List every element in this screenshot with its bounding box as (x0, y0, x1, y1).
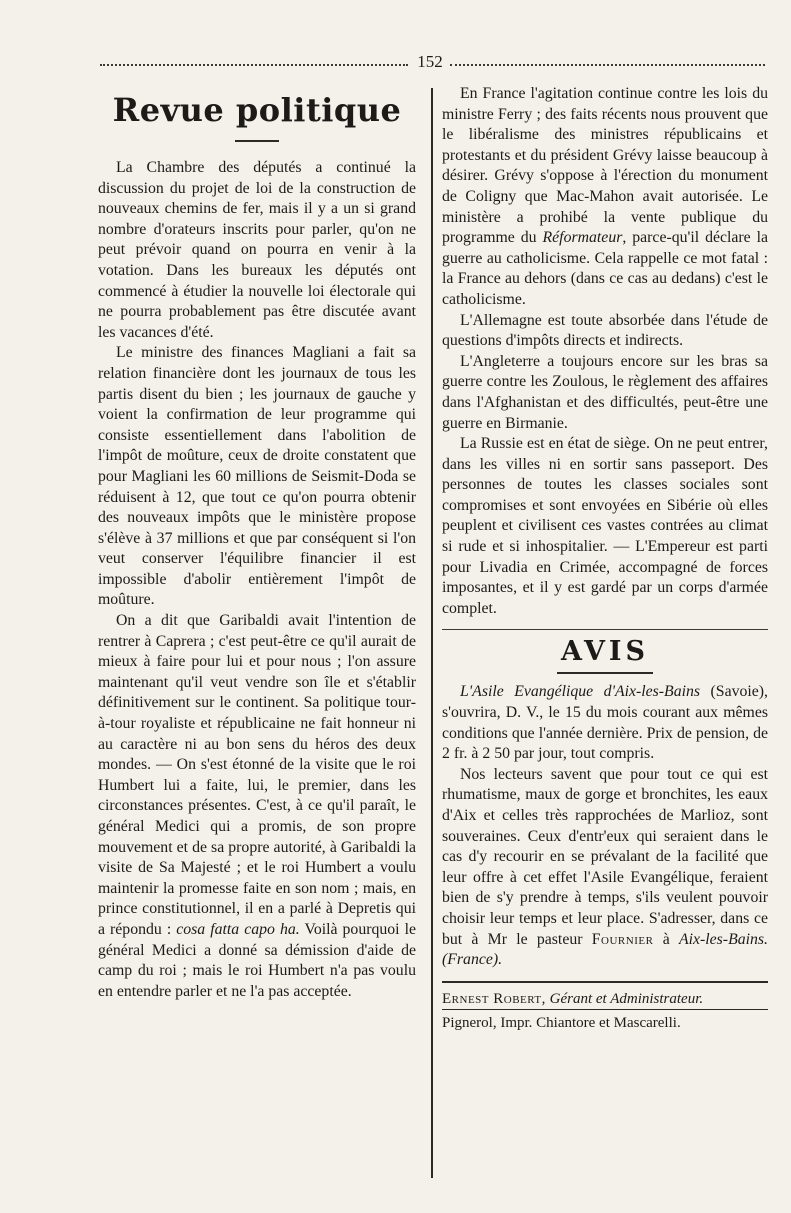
manager-role: Gérant et Administrateur. (549, 990, 704, 1007)
page-header (100, 52, 765, 78)
right-column (442, 84, 768, 1033)
italic-name: L'Asile Evangélique d'Aix-les-Bains (460, 683, 701, 701)
paragraph (442, 765, 768, 971)
column-divider (431, 88, 433, 1178)
header-rule-left (100, 64, 408, 66)
left-column (98, 86, 416, 1002)
paragraph-text: (Savoie), s'ouvrira, D. V., le 15 du mois courant aux mêmes conditions que l'année dernière. Prix de pension, de 2 fr. à 2 50 par jour, tout compris. (442, 683, 768, 763)
paragraph-text: On a dit que Garibaldi avait l'intention de rentrer à Caprera ; c'est peut-être ce qu'il aurait de mieux à faire pour lui et pour nous ; l'on assure maintenant qu'il veut vendre son île et s'établir définitivement sur le continent. Sa politique tour-à-tour royaliste et républicaine ne fait honneur ni au caractère ni au bon sens du héros des deux mondes. — On s'est étonné de la visite que le roi Humbert lui a faite, lui, le premier, dans les circonstances présentes. C'est, à ce qu'il paraît, le général Medici qui a promis, de son propre mouvement et de sa propre autorité, à Garibaldi la visite de Sa Majesté ; et le roi Humbert a voulu maintenir la promesse faite en son nom ; mais, en prince constitutionnel, il en a parlé à Depretis qui a répondu : (98, 612, 416, 938)
avis-heading: AVIS (560, 636, 650, 668)
header-rule-right (450, 64, 765, 66)
title-rule (235, 140, 279, 142)
italic-title: Réformateur (542, 229, 623, 247)
paragraph: L'Allemagne est toute absorbée dans l'étude de questions d'impôts directs et indirects. (442, 311, 768, 350)
paragraph (442, 682, 768, 764)
pastor-name: Fournier (591, 930, 654, 948)
paragraph: La Russie est en état de siège. On ne peut entrer, dans les villes ni en sortir sans passeport. Des personnes de toutes les classes sociales sont compromises et sont envoyées en Sibérie où elles peuplent et civilisent ces vastes contrées au climat si rude et si inhospitalier. — L'Empereur est parti pour Livadia en Crimée, accompagné de forces imposantes, et il y est gardé par un corps d'armée complet. (442, 435, 768, 617)
footer-separator (442, 981, 768, 983)
paragraph-text: à (662, 930, 670, 948)
italic-place: Aix-les-Bains. (678, 930, 769, 948)
paragraph: La Chambre des députés a continué la discussion du projet de loi de la construction de nouveaux chemins de fer, mais il y a un si grand nombre d'orateurs inscrits pour parler, qu'on ne peut prévoir quand on pourra en venir à la votation. Dans les bureaux les députés ont commencé à étudier la nouvelle loi électorale qui ne pourra probablement pas être discutée avant les vacances d'été. (98, 159, 416, 341)
paragraph (98, 611, 416, 1002)
paragraph-text: En France l'agitation continue contre les lois du ministre Ferry ; des faits récents nous prouvent que le libéralisme des ministres républicains et protestants et du président Grévy laisse beaucoup à désirer. Grévy s'oppose à l'érection du monument de Coligny que Mac-Mahon avait autorisée. Le ministère a prohibé la vente publique du programme du (442, 85, 768, 247)
footer-manager (442, 989, 768, 1009)
paragraph (442, 84, 768, 311)
paragraph-text: Nos lecteurs savent que pour tout ce qui est rhumatisme, maux de gorge et bronchites, les eaux d'Aix et celles très rapprochées de Marlioz, sont souveraines. Ceux d'entr'eux qui seraient dans le cas d'y recourir en se prévalant de la facilité que leur offre à cet effet l'Asile Evangélique, feraient bien de s'y prendre à temps, s'ils veulent pouvoir choisir leur temps et leur place. S'adresser, dans ce but à Mr le pasteur (442, 765, 768, 948)
avis-separator (442, 629, 768, 630)
paragraph: L'Angleterre a toujours encore sur les bras sa guerre contre les Zoulous, le règlement des affaires dans l'Afghanistan et des difficultés, peut-être une guerre en Birmanie. (442, 352, 768, 432)
manager-name: Ernest Robert, (442, 990, 546, 1007)
italic-country: (France). (442, 951, 503, 969)
italic-quote: cosa fatta capo ha. (176, 920, 300, 938)
avis-rule (557, 672, 653, 674)
paragraph-text: Voilà pourquoi le général Medici a donné sa démission d'aide de camp du roi ; mais le roi Humbert n'a pas voulu en entendre parler et ne l'a pas acceptée. (98, 920, 416, 1000)
paragraph: Le ministre des finances Magliani a fait sa relation financière dont les journaux de tous les partis disent du bien ; les journaux de gauche y voient la confirmation de leur programme qui consiste essentiellement dans l'abolition de l'impôt de moûture, ceux de droite constatent que pour Magliani les 60 millions de Seismit-Doda se réduisent à 12, que tout ce qu'on pourra obtenir des nouveaux impôts que le ministère propose s'élève à 37 millions et que par conséquent si l'on veut conserver l'équilibre financier il est impossible d'abolir entièrement l'impôt de moûture. (98, 344, 416, 609)
article-title: Revue politique (112, 91, 402, 129)
page-number: 152 (417, 52, 443, 71)
paragraph-text: , parce-qu'il déclare la guerre au catholicisme. Cela rappelle ce mot fatal : la France au dehors (dans ce cas au dedans) c'est le catholicisme. (442, 229, 769, 308)
footer-printer: Pignerol, Impr. Chiantore et Mascarelli. (442, 1009, 768, 1033)
